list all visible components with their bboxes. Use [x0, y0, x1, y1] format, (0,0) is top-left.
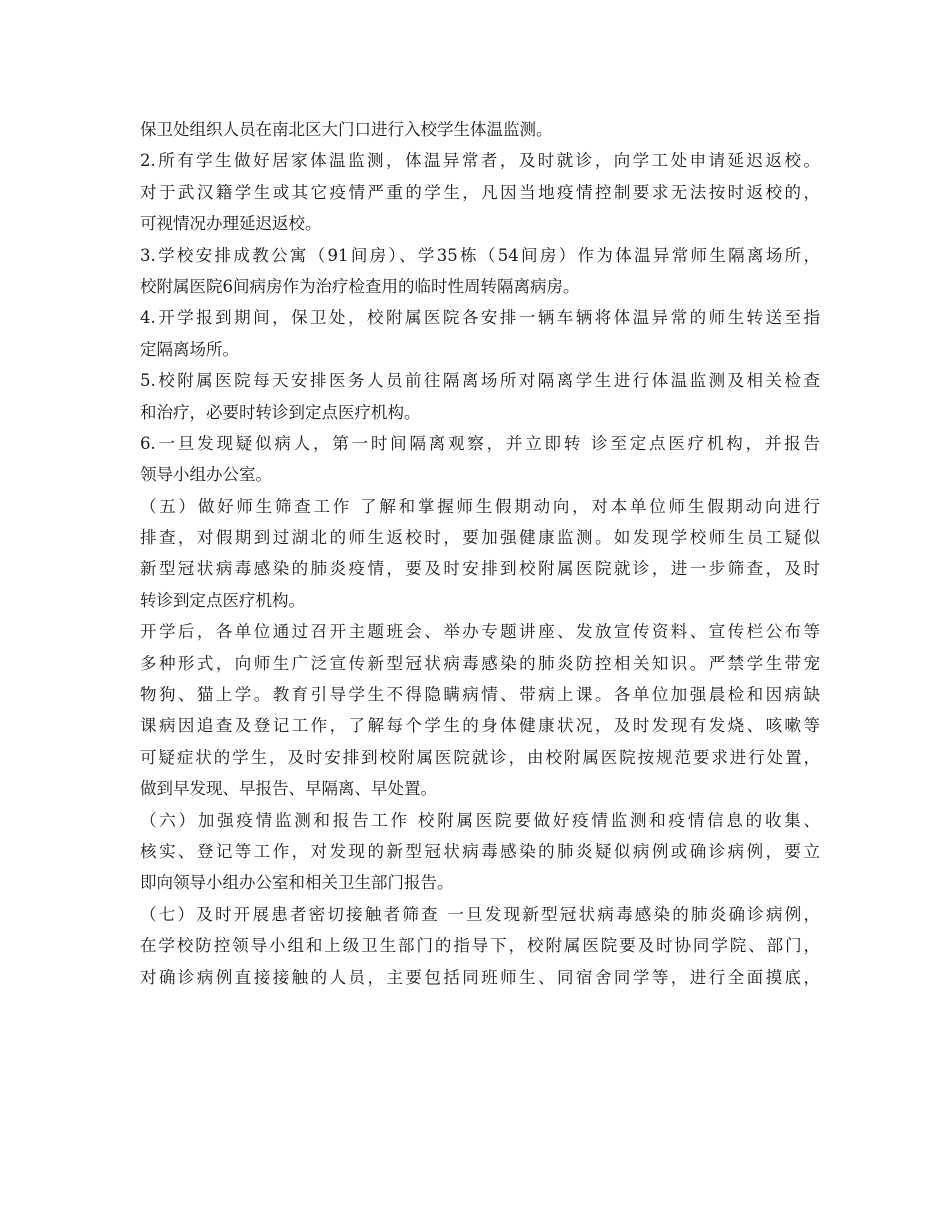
- document-body: [140, 114, 820, 993]
- text-line: 保卫处组织人员在南北区大门口进行入校学生体温监测。: [140, 120, 553, 139]
- section-heading-6: （六）加强疫情监测和报告工作 校附属医院要做好疫情监测和疫情信息的收集、: [140, 810, 820, 830]
- text-line: 3.学校安排成教公寓（91间房）、学35栋（54间房）作为体温异常师生隔离场所，: [140, 245, 820, 265]
- text-line: 开学后，各单位通过召开主题班会、举办专题讲座、发放宣传资料、宣传栏公布等: [140, 622, 820, 642]
- text-line: 转诊到定点医疗机构。: [140, 590, 305, 610]
- text-line: 定隔离场所。: [140, 339, 239, 359]
- section-heading-5: （五）做好师生筛查工作 了解和掌握师生假期动向，对本单位师生假期动向进行: [140, 496, 820, 516]
- text-line: 排查，对假期到过湖北的师生返校时，要加强健康监测。如发现学校师生员工疑似: [140, 528, 820, 548]
- text-line: 5.校附属医院每天安排医务人员前往隔离场所对隔离学生进行体温监测及相关检查: [140, 371, 820, 391]
- text-line: 领导小组办公室。: [140, 465, 272, 485]
- text-line: 可视情况办理延迟返校。: [140, 214, 322, 234]
- text-line: 新型冠状病毒感染的肺炎疫情，要及时安排到校附属医院就诊，进一步筛查，及时: [140, 559, 820, 579]
- text-line: 校附属医院6间病房作为治疗检查用的临时性周转隔离病房。: [140, 276, 580, 296]
- text-line: 即向领导小组办公室和相关卫生部门报告。: [140, 873, 454, 893]
- text-line: 可疑症状的学生，及时安排到校附属医院就诊，由校附属医院按规范要求进行处置，: [140, 747, 820, 767]
- section-heading-7: （七）及时开展患者密切接触者筛查 一旦发现新型冠状病毒感染的肺炎确诊病例，: [140, 904, 820, 924]
- text-line: 6.一旦发现疑似病人，第一时间隔离观察，并立即转 诊至定点医疗机构，并报告: [140, 433, 820, 453]
- text-line: 在学校防控领导小组和上级卫生部门的指导下，校附属医院要及时协同学院、部门，: [140, 936, 820, 956]
- text-line: 课病因追查及登记工作，了解每个学生的身体健康状况，及时发现有发烧、咳嗽等: [140, 716, 820, 736]
- text-line: 核实、登记等工作，对发现的新型冠状病毒感染的肺炎疑似病例或确诊病例，要立: [140, 841, 820, 861]
- text-line: 和治疗，必要时转诊到定点医疗机构。: [140, 402, 421, 422]
- text-line: 物狗、猫上学。教育引导学生不得隐瞒病情、带病上课。各单位加强晨检和因病缺: [140, 685, 820, 705]
- text-line: 2.所有学生做好居家体温监测，体温异常者，及时就诊，向学工处申请延迟返校。: [140, 151, 820, 171]
- text-line: 对于武汉籍学生或其它疫情严重的学生，凡因当地疫情控制要求无法按时返校的，: [140, 182, 820, 202]
- text-line: 多种形式，向师生广泛宣传新型冠状病毒感染的肺炎防控相关知识。严禁学生带宠: [140, 653, 820, 673]
- text-line: 4.开学报到期间，保卫处，校附属医院各安排一辆车辆将体温异常的师生转送至指: [140, 308, 820, 328]
- text-line: 对确诊病例直接接触的人员，主要包括同班师生、同宿舍同学等，进行全面摸底，: [140, 967, 820, 987]
- text-line: 做到早发现、早报告、早隔离、早处置。: [140, 779, 437, 799]
